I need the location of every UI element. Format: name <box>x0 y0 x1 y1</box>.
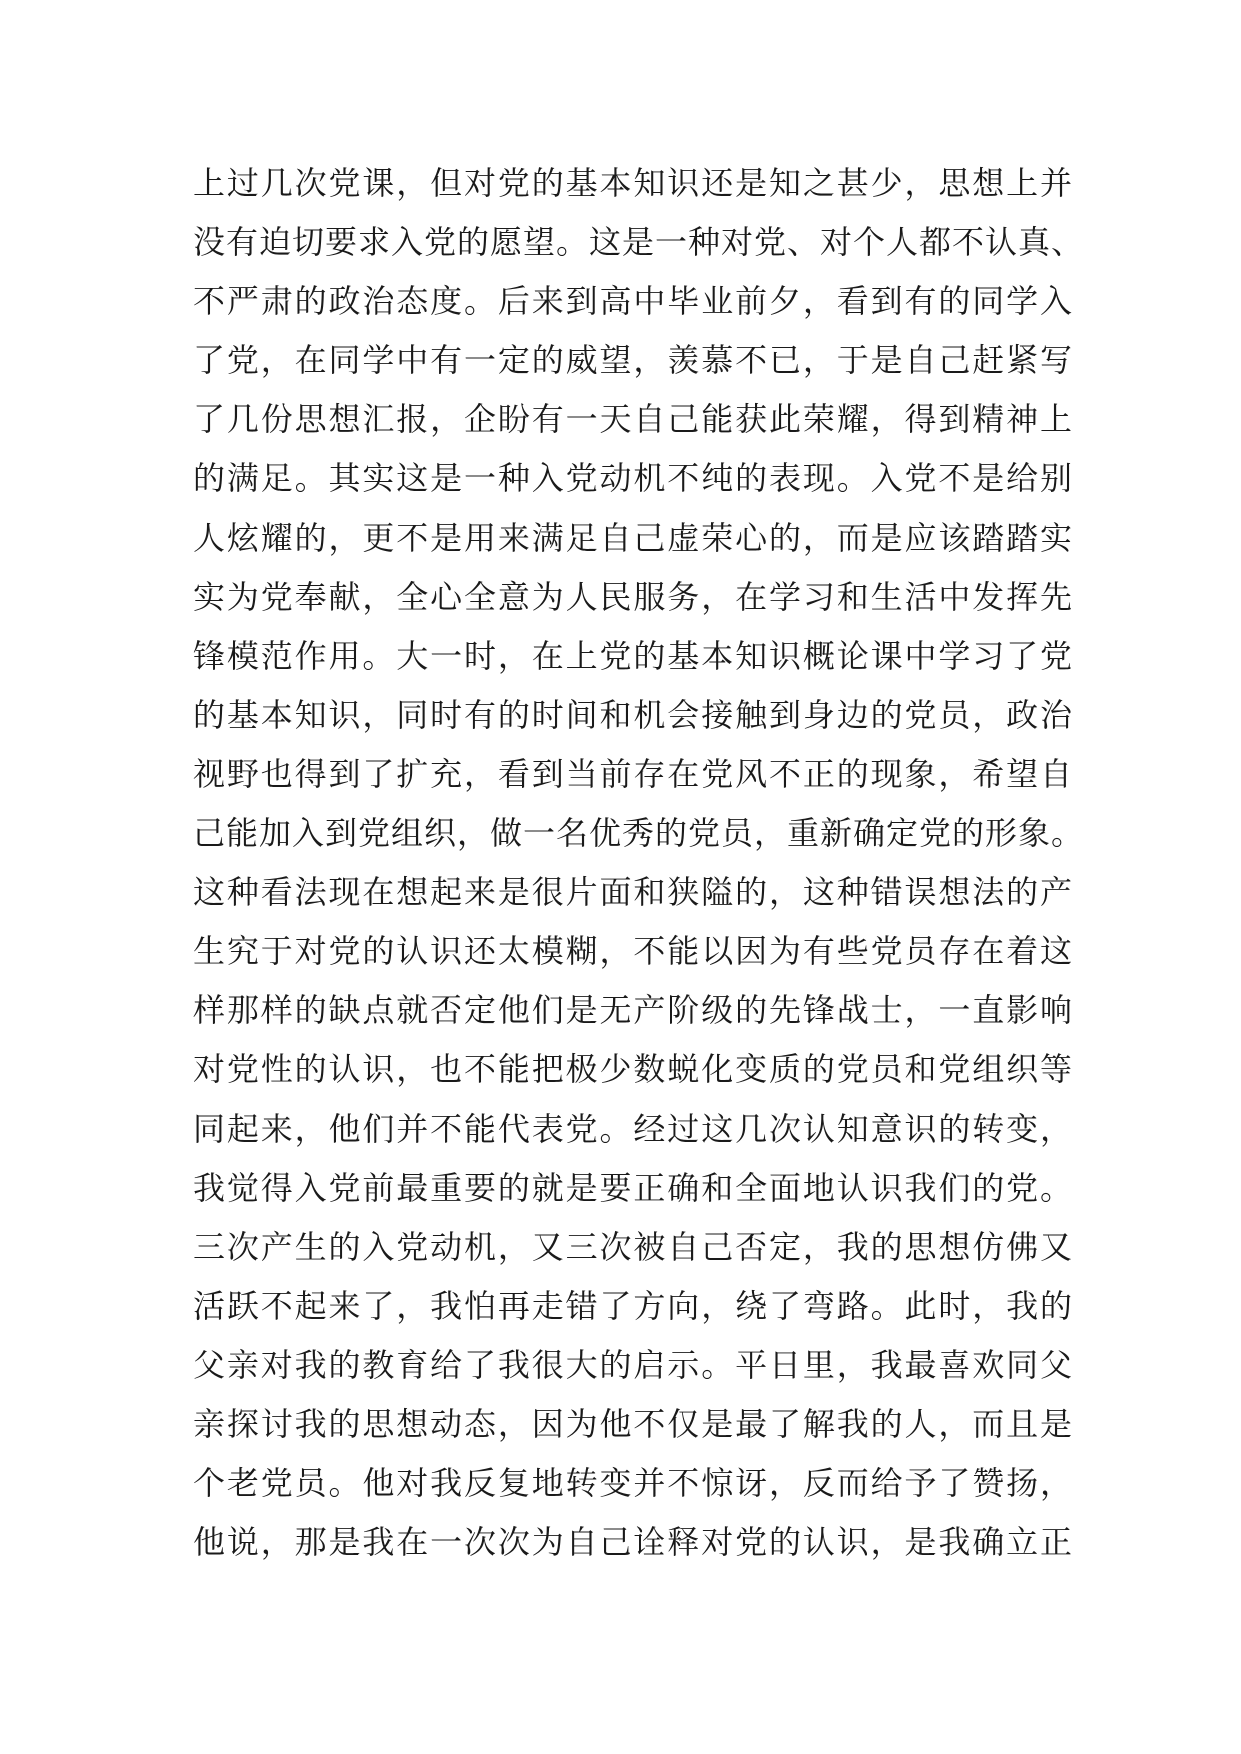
text-line: 亲探讨我的思想动态，因为他不仅是最了解我的人，而且是 <box>193 1404 1073 1443</box>
text-line: 没有迫切要求入党的愿望。这是一种对党、对个人都不认真、 <box>193 223 1085 262</box>
text-line: 了几份思想汇报，企盼有一天自己能获此荣耀，得到精神上 <box>193 400 1073 439</box>
text-line: 人炫耀的，更不是用来满足自己虚荣心的，而是应该踏踏实 <box>193 518 1073 557</box>
text-line: 同起来，他们并不能代表党。经过这几次认知意识的转变， <box>193 1109 1073 1148</box>
text-line: 的满足。其实这是一种入党动机不纯的表现。入党不是给别 <box>193 459 1073 498</box>
text-line: 对党性的认识，也不能把极少数蜕化变质的党员和党组织等 <box>193 1050 1073 1089</box>
text-line: 我觉得入党前最重要的就是要正确和全面地认识我们的党。 <box>193 1168 1073 1207</box>
text-line: 个老党员。他对我反复地转变并不惊讶，反而给予了赞扬， <box>193 1464 1073 1503</box>
text-line: 这种看法现在想起来是很片面和狭隘的，这种错误想法的产 <box>193 873 1073 912</box>
text-line: 的基本知识，同时有的时间和机会接触到身边的党员，政治 <box>193 695 1073 734</box>
text-line: 生究于对党的认识还太模糊，不能以因为有些党员存在着这 <box>193 932 1073 971</box>
text-line: 上过几次党课，但对党的基本知识还是知之甚少，思想上并 <box>193 164 1073 202</box>
text-line: 了党，在同学中有一定的威望，羡慕不已，于是自己赶紧写 <box>193 341 1073 380</box>
text-line: 三次产生的入党动机，又三次被自己否定，我的思想仿佛又 <box>193 1227 1073 1266</box>
text-line: 己能加入到党组织，做一名优秀的党员，重新确定党的形象。 <box>193 814 1085 853</box>
text-line: 他说，那是我在一次次为自己诠释对党的认识，是我确立正 <box>193 1523 1073 1562</box>
text-line: 活跃不起来了，我怕再走错了方向，绕了弯路。此时，我的 <box>193 1286 1073 1325</box>
text-line: 样那样的缺点就否定他们是无产阶级的先锋战士，一直影响 <box>193 991 1073 1030</box>
text-line: 视野也得到了扩充，看到当前存在党风不正的现象，希望自 <box>193 754 1073 793</box>
text-line: 实为党奉献，全心全意为人民服务，在学习和生活中发挥先 <box>193 577 1073 616</box>
body-text <box>193 154 1085 1572</box>
text-line: 不严肃的政治态度。后来到高中毕业前夕，看到有的同学入 <box>193 282 1073 321</box>
text-line: 锋模范作用。大一时，在上党的基本知识概论课中学习了党 <box>193 636 1073 675</box>
text-line: 父亲对我的教育给了我很大的启示。平日里，我最喜欢同父 <box>193 1345 1073 1384</box>
